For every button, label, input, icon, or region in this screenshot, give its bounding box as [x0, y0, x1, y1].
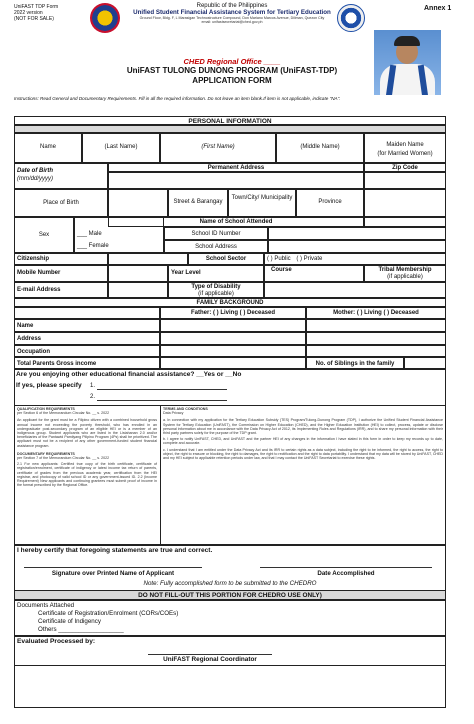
specify-1-line[interactable] [97, 389, 227, 390]
family-header-blank [14, 307, 160, 319]
mobile-field[interactable] [108, 265, 168, 282]
name-label: Name [14, 133, 82, 163]
course-label: Course [264, 265, 364, 282]
sex-female-option[interactable]: ___ Female [77, 243, 109, 249]
zip-code-field[interactable] [364, 172, 446, 189]
agency-address: Ground Floor, Bldg. F, L Marasigan Technostructure Compound, Don Mariano Marcos Avenue, Diliman, Quezon City [139, 16, 325, 20]
specify-2-line[interactable] [97, 400, 227, 401]
specify-1-label: 1. [90, 383, 96, 389]
mobile-label: Mobile Number [14, 265, 108, 282]
zip-code-label: Zip Code [364, 163, 446, 172]
pob-zip-field[interactable] [364, 189, 446, 217]
agency-email: email: unifastsecretariat@ched.gov.ph [201, 20, 263, 25]
regional-office: CHED Regional Office ____ [183, 57, 281, 66]
coordinator-label: UniFAST Regional Coordinator [163, 656, 257, 663]
maiden-name-field[interactable]: Maiden Name (for Married Women) [364, 133, 446, 163]
doc-others[interactable]: Others ___________________ [38, 626, 124, 633]
form-title: APPLICATION FORM [192, 76, 272, 85]
school-address-field[interactable] [268, 240, 446, 253]
family-row-income: Total Parents Gross income [14, 357, 160, 369]
date-label: Date Accomplished [317, 570, 375, 577]
submission-note: Note: Fully accomplished form to be submitted to the CHEDRO [143, 580, 317, 587]
personal-section-title: PERSONAL INFORMATION [14, 116, 446, 125]
family-row-name: Name [14, 319, 160, 332]
doc-indigency[interactable]: Certificate of Indigency [38, 618, 101, 625]
program-title: UniFAST TULONG DUNONG PROGRAM (UniFAST-TDP) [126, 66, 338, 75]
annex-label: Annex 1 [424, 5, 452, 12]
first-name-field[interactable]: (First Name) [160, 133, 276, 163]
mother-status[interactable]: Mother: ( ) Living ( ) Deceased [306, 307, 446, 319]
year-level-label: Year Level [168, 265, 264, 282]
requirements-divider [160, 405, 161, 545]
family-row-address: Address [14, 332, 160, 345]
siblings-label: No. of Siblings in the family [306, 357, 404, 369]
sex-options [74, 217, 164, 253]
not-for-sale: (NOT FOR SALE) [14, 16, 54, 22]
dob-field[interactable]: Date of Birth (mm/dd/yyyy) [14, 163, 108, 189]
chedro-use-only-banner: DO NOT FILL-OUT THIS PORTION FOR CHEDRO USE ONLY) [14, 590, 446, 600]
school-attended-label: Name of School Attended [108, 217, 364, 227]
father-occupation-field[interactable] [160, 345, 306, 357]
father-status[interactable]: Father: ( ) Living ( ) Deceased [160, 307, 306, 319]
header-block [118, 3, 346, 25]
family-section-title: FAMILY BACKGROUND [14, 298, 446, 307]
email-field[interactable] [108, 282, 168, 298]
email-label: E-mail Address [14, 282, 108, 298]
permanent-address-label: Permanent Address [108, 163, 364, 172]
form-version: 2022 version [14, 10, 43, 16]
public-option[interactable]: ( ) Public [267, 256, 291, 262]
province-field[interactable]: Province [296, 189, 364, 217]
agency-name: Unified Student Financial Assistance System for Tertiary Education [133, 9, 331, 16]
middle-name-field[interactable]: (Middle Name) [276, 133, 364, 163]
school-sector-label: School Sector [188, 253, 264, 265]
last-name-field[interactable]: (Last Name) [82, 133, 160, 163]
school-attended-field[interactable] [364, 217, 446, 227]
evaluated-by-label: Evaluated Processed by: [17, 638, 96, 645]
instructions: Instructions: Read General and Documentary Requirements. Fill in all the required information. Do not leave an item blank.If item is not applicable, indicate "NA". [14, 96, 341, 101]
if-yes-label: If yes, please specify [16, 382, 82, 389]
father-address-field[interactable] [160, 332, 306, 345]
doc-cor-coe[interactable]: Certificate of Registration/Enrolment (CORs/COEs) [38, 610, 179, 617]
documents-title: Documents Attached [17, 602, 75, 609]
republic-line: Republic of the Philippines [196, 3, 268, 9]
tribal-membership: Tribal Membership (if applicable) [364, 265, 446, 282]
school-sector-options [264, 253, 446, 265]
coordinator-signature-line[interactable] [148, 654, 272, 655]
father-name-field[interactable] [160, 319, 306, 332]
mother-name-field[interactable] [306, 319, 446, 332]
assistance-question[interactable]: Are you enjoying other educational financial assistance? __Yes or __No [16, 371, 242, 378]
school-id-field[interactable] [268, 227, 446, 240]
signature-label: Signature over Printed Name of Applicant [51, 570, 175, 577]
school-id-label: School ID Number [164, 227, 268, 240]
pob-field[interactable] [108, 189, 168, 217]
sex-male-option[interactable]: ___ Male [77, 231, 102, 237]
family-row-occupation: Occupation [14, 345, 160, 357]
terms-and-conditions: TERMS AND CONDITIONS Data Privacy a. In connection with my application for the Tertiary Education Subsidy (TES) Program/Tulong-Dunong Program (TDP), I authorize the Unified Student Financial Assistance System for Tertiary Education (UniFAST), the Commission on Higher Education (CHED), and the Higher Education Institution (HEI) to collect, process, update or disclose personal information about me in accordance with the Data Privacy Act of 2012, its Implementing Rules and Regulations (IRR), and to share my personal information with their third party partners solely for the purpose of the TDP grant. b. I agree to notify UniFAST, CHED, and UniFAST and the partner HEI of any changes in the information I have stated in this form in order to keep my records up to date, complete and accurate. c. I understand that I am entitled under the Data Privacy Act and its IRR to certain rights as a data subject, including the right to be informed, the right to access, the right to object, the right to erasure or blocking, the right to damages, the right to rectification and the right to data portability. I understand that my data will be stored by UniFAST, CHED and my HEI subject to applicable retention periods under law, and that I may contact the UniFAST Secretariat to exercise these rights. [163, 407, 443, 461]
citizenship-label: Citizenship [14, 253, 108, 265]
qualification-requirements: QUALIFICATION REQUIREMENTS per Section 6 of the Memorandum Circular No. __ s. 2022 An applicant for the grant must be a Filipino citizen with a combined household gross annual income not exceeding the poverty threshold, who has enrolled in an undergraduate post-secondary program of an eligible HEI or is a member of an indigenous group. Student applicants who are listed in the Listahanan 2.0 and/or beneficiaries of the Pantawid Pamilyang Pilipino Program (4Ps) shall be prioritized. The applicant must not be a recipient of any other government-funded student financial assistance program. DOCUMENTARY REQUIREMENTS per Section 7 of the Memorandum Circular No. __ s. 2022 2.1 For new applicants: Certified true copy of the birth certificate, certificate of registration/enrolment, certificate of indigency or latest income tax return of parents, certificate of grades from the previous academic year, certification from the HEI registrar, and photocopy of valid school ID or any government-issued ID. 2.2 (Income Requirement) New applicants and continuing grantees must submit proof of income in the format prescribed by the Regional Office. [17, 407, 157, 488]
mother-address-field[interactable] [306, 332, 446, 345]
signature-line[interactable] [24, 567, 202, 568]
mother-occupation-field[interactable] [306, 345, 446, 357]
private-option[interactable]: ( ) Private [296, 256, 323, 262]
date-line[interactable] [260, 567, 432, 568]
siblings-field[interactable] [404, 357, 446, 369]
unifast-logo [90, 3, 120, 33]
pob-label: Place of Birth [14, 189, 108, 217]
certification-statement: I hereby certify that foregoing statements are true and correct. [14, 545, 446, 599]
town-city-field[interactable]: Town/City/ Municipality [228, 189, 296, 217]
street-barangay-field[interactable]: Street & Barangay [168, 189, 228, 217]
gray-band [14, 125, 446, 133]
disability-label: Type of Disability (if applicable) [168, 282, 264, 298]
applicant-photo [374, 30, 441, 95]
permanent-address-field[interactable] [108, 172, 364, 189]
income-field[interactable] [160, 357, 306, 369]
sex-label: Sex [14, 217, 74, 253]
school-address-label: School Address [164, 240, 268, 253]
citizenship-field[interactable] [108, 253, 188, 265]
form-version-block [14, 4, 58, 22]
form-code: UniFAST TDP Form [14, 4, 59, 10]
specify-2-label: 2. [90, 394, 96, 400]
disability-field[interactable] [264, 282, 446, 298]
